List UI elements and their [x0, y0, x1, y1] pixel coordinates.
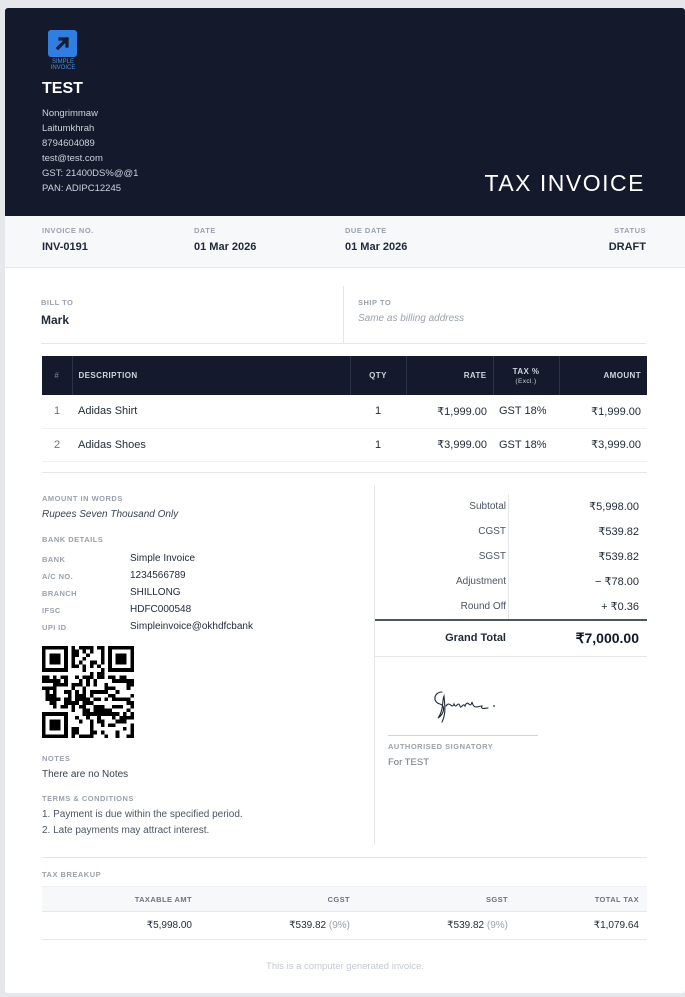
billing-section — [41, 286, 646, 344]
terms-item: 2. Late payments may attract interest. — [42, 825, 210, 836]
sgst-label: SGST — [478, 551, 506, 562]
signatory-for: For TEST — [388, 757, 429, 768]
footer-note: This is a computer generated invoice. — [266, 961, 424, 972]
logo-icon — [48, 30, 77, 57]
round-off-value: + ₹0.36 — [601, 601, 639, 613]
bank-value: Simple Invoice — [130, 553, 196, 564]
taxable-amount: ₹5,998.00 — [42, 912, 200, 940]
date-field — [194, 226, 256, 253]
adjustment-label: Adjustment — [455, 576, 506, 587]
email-line: test@test.com — [42, 153, 103, 164]
item-number: 2 — [42, 428, 72, 461]
item-amount: ₹3,999.00 — [559, 428, 647, 461]
item-number: 1 — [42, 395, 72, 428]
item-rate: ₹1,999.00 — [406, 395, 493, 428]
bank-key: A/C NO. — [42, 572, 74, 581]
payment-info — [42, 494, 362, 836]
bill-to-label: BILL TO — [41, 298, 74, 307]
sgst-percent: (9%) — [486, 920, 508, 931]
table-row — [42, 395, 647, 428]
subtotal-row — [375, 495, 647, 520]
item-tax: GST 18% — [493, 428, 559, 461]
item-tax: GST 18% — [493, 395, 559, 428]
date-value: 01 Mar 2026 — [194, 241, 257, 253]
document-title: TAX INVOICE — [484, 170, 645, 196]
round-off-row — [375, 595, 647, 620]
pan-line: PAN: ADIPC12245 — [42, 183, 122, 194]
divider — [42, 857, 647, 858]
col-cgst: CGST — [200, 887, 358, 912]
tax-breakup-table — [42, 886, 647, 940]
upi-qr-code — [42, 646, 134, 738]
authorised-signatory-label: AUTHORISED SIGNATORY — [388, 742, 494, 751]
subtotal-label: Subtotal — [469, 501, 506, 512]
due-date-field — [345, 226, 407, 253]
company-address — [42, 106, 138, 196]
phone-line: 8794604089 — [42, 138, 95, 149]
invoice-number-value: INV-0191 — [42, 241, 88, 253]
bank-row — [42, 587, 362, 604]
item-description: Adidas Shirt — [72, 395, 350, 428]
gst-line: GST: 21400DS%@@1 — [42, 168, 139, 179]
address-line: Laitumkhrah — [42, 123, 95, 134]
col-sgst: SGST — [358, 887, 516, 912]
cgst-label: CGST — [478, 526, 506, 537]
col-tax — [493, 356, 559, 395]
sgst-cell — [358, 912, 516, 940]
bank-key: BANK — [42, 555, 66, 564]
notes-label: NOTES — [42, 754, 71, 763]
status-field — [609, 226, 646, 253]
bill-to-name: Mark — [41, 313, 70, 327]
adjustment-value: − ₹78.00 — [594, 576, 639, 588]
terms-item: 1. Payment is due within the specified period. — [42, 809, 243, 820]
cgst-row — [375, 520, 647, 545]
bank-row — [42, 570, 362, 587]
grand-total-value: ₹7,000.00 — [575, 630, 639, 646]
bank-row — [42, 621, 362, 638]
ship-to-value: Same as billing address — [358, 313, 465, 324]
signature-line — [388, 735, 538, 736]
cgst-cell — [200, 912, 358, 940]
bank-key: BRANCH — [42, 589, 77, 598]
col-rate: RATE — [406, 356, 493, 395]
date-label: DATE — [194, 226, 216, 235]
invoice-page — [5, 8, 685, 993]
subtotal-value: ₹5,998.00 — [589, 501, 639, 513]
amount-in-words-value: Rupees Seven Thousand Only — [42, 509, 179, 520]
col-qty: QTY — [350, 356, 406, 395]
address-line: Nongrimmaw — [42, 108, 98, 119]
terms-list — [42, 807, 243, 839]
col-total-tax: TOTAL TAX — [516, 887, 647, 912]
item-amount: ₹1,999.00 — [559, 395, 647, 428]
bill-to — [41, 298, 73, 327]
col-number: # — [42, 356, 72, 395]
bank-value: Simpleinvoice@okhdfcbank — [130, 621, 253, 632]
terms-section — [42, 794, 243, 839]
status-label: STATUS — [614, 226, 646, 235]
sgst-value: ₹539.82 — [598, 551, 639, 563]
signature-image — [430, 684, 500, 724]
invoice-number-field — [42, 226, 94, 253]
table-row — [42, 428, 647, 461]
bank-key: IFSC — [42, 606, 61, 615]
tax-breakup-label: TAX BREAKUP — [42, 870, 102, 879]
col-description: DESCRIPTION — [72, 356, 350, 395]
cgst-percent: (9%) — [328, 920, 350, 931]
amount-in-words-label: AMOUNT IN WORDS — [42, 494, 123, 503]
invoice-header — [5, 8, 685, 216]
item-qty: 1 — [350, 395, 406, 428]
notes-value: There are no Notes — [42, 769, 129, 780]
sgst-amount: ₹539.82 — [447, 920, 485, 931]
logo-text: SIMPLE INVOICE — [50, 59, 76, 71]
bank-details-label: BANK DETAILS — [42, 535, 104, 544]
invoice-number-label: INVOICE NO. — [42, 226, 94, 235]
due-date-value: 01 Mar 2026 — [345, 241, 408, 253]
terms-label: TERMS & CONDITIONS — [42, 794, 134, 803]
sgst-row — [375, 545, 647, 570]
cgst-value: ₹539.82 — [598, 526, 639, 538]
ship-to — [358, 298, 464, 324]
due-date-label: DUE DATE — [345, 226, 387, 235]
item-description: Adidas Shoes — [72, 428, 350, 461]
items-table — [42, 356, 647, 462]
divider — [42, 472, 647, 473]
item-qty: 1 — [350, 428, 406, 461]
col-amount: AMOUNT — [559, 356, 647, 395]
adjustment-row — [375, 570, 647, 595]
col-tax-sublabel: (Excl.) — [515, 377, 537, 385]
cgst-amount: ₹539.82 — [289, 920, 327, 931]
items-header-row — [42, 356, 647, 395]
bank-value: HDFC000548 — [130, 604, 192, 615]
round-off-label: Round Off — [460, 601, 506, 612]
divider — [343, 286, 344, 344]
grand-total-row — [375, 619, 647, 657]
bank-value: 1234566789 — [130, 570, 186, 581]
table-row — [42, 912, 647, 940]
bank-key: UPI ID — [42, 623, 67, 632]
notes-section — [42, 754, 128, 780]
company-name: TEST — [42, 80, 83, 97]
col-tax-label: TAX % — [512, 366, 540, 376]
tax-breakup-header-row — [42, 887, 647, 912]
invoice-meta — [5, 216, 685, 268]
total-tax: ₹1,079.64 — [516, 912, 647, 940]
item-rate: ₹3,999.00 — [406, 428, 493, 461]
col-taxable-amount: TAXABLE AMT — [42, 887, 200, 912]
bank-row — [42, 553, 362, 570]
ship-to-label: SHIP TO — [358, 298, 392, 307]
bank-value: SHILLONG — [130, 587, 181, 598]
status-badge: DRAFT — [608, 241, 646, 253]
bank-row — [42, 604, 362, 621]
grand-total-label: Grand Total — [445, 632, 506, 644]
